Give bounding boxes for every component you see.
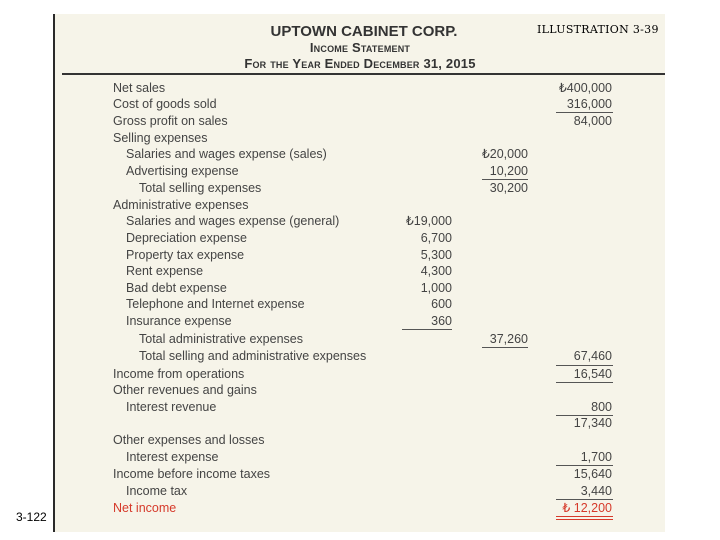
row-label: Rent expense <box>126 264 204 278</box>
row-label: Net income <box>113 501 177 515</box>
value-col3: 3,440 <box>580 484 612 498</box>
value-col3: 16,540 <box>573 367 612 381</box>
value-col1: 360 <box>431 314 452 328</box>
value-col3: ₺ 12,200 <box>562 501 612 515</box>
header-rule <box>62 73 665 75</box>
value-col3: 84,000 <box>573 114 612 128</box>
underline-interest-revenue <box>556 415 613 416</box>
illustration-label: ILLUSTRATION 3-39 <box>537 23 659 36</box>
row-label: Salaries and wages expense (general) <box>126 214 340 228</box>
row-label: Income before income taxes <box>113 467 271 481</box>
value-col3: 800 <box>591 400 612 414</box>
row-label: Interest expense <box>126 450 219 464</box>
double-underline-1 <box>556 516 613 517</box>
value-col2: 30,200 <box>489 181 528 195</box>
value-col3: ₺400,000 <box>558 81 612 95</box>
row-label: Insurance expense <box>126 314 232 328</box>
slide-number: 3-122 <box>16 510 47 524</box>
row-label: Cost of goods sold <box>113 97 217 111</box>
value-col2: ₺20,000 <box>481 147 528 161</box>
row-label: Net sales <box>113 81 166 95</box>
underline-total-sell-admin <box>556 365 613 366</box>
statement-title: Income Statement <box>309 40 411 55</box>
underline-income-ops <box>556 382 613 383</box>
value-col3: 17,340 <box>573 416 612 430</box>
statement-period: For the Year Ended December 31, 2015 <box>244 56 476 71</box>
row-label: Selling expenses <box>113 131 208 145</box>
double-underline-2 <box>556 519 613 520</box>
value-col2: 37,260 <box>489 332 528 346</box>
row-label: Advertising expense <box>126 164 239 178</box>
row-label: Income tax <box>126 484 188 498</box>
row-label: Telephone and Internet expense <box>126 297 305 311</box>
row-label: Gross profit on sales <box>113 114 228 128</box>
company-name: UPTOWN CABINET CORP. <box>270 23 458 40</box>
value-col3: 67,460 <box>573 349 612 363</box>
row-label: Total selling and administrative expenses <box>139 349 367 363</box>
underline-insurance <box>402 329 452 330</box>
row-label: Administrative expenses <box>113 198 249 212</box>
underline-cogs <box>556 112 613 113</box>
value-col3: 1,700 <box>580 450 612 464</box>
value-col1: 600 <box>431 297 452 311</box>
value-col1: ₺19,000 <box>405 214 452 228</box>
row-label: Property tax expense <box>126 248 245 262</box>
row-label: Depreciation expense <box>126 231 247 245</box>
row-label: Other expenses and losses <box>113 433 265 447</box>
row-label: Total administrative expenses <box>139 332 303 346</box>
value-col1: 5,300 <box>420 248 452 262</box>
row-label: Interest revenue <box>126 400 217 414</box>
underline-advertising <box>482 179 528 180</box>
value-col1: 6,700 <box>420 231 452 245</box>
value-col1: 1,000 <box>420 281 452 295</box>
value-col1: 4,300 <box>420 264 452 278</box>
value-col2: 10,200 <box>489 164 528 178</box>
value-col3: 15,640 <box>573 467 612 481</box>
row-label: Bad debt expense <box>126 281 227 295</box>
underline-income-tax <box>556 499 613 500</box>
underline-income-before-tax <box>556 465 613 466</box>
value-col3: 316,000 <box>566 97 612 111</box>
row-label: Income from operations <box>113 367 245 381</box>
left-divider <box>53 14 55 532</box>
row-label: Other revenues and gains <box>113 383 257 397</box>
underline-total-admin <box>482 347 528 348</box>
row-label: Total selling expenses <box>139 181 262 195</box>
row-label: Salaries and wages expense (sales) <box>126 147 327 161</box>
